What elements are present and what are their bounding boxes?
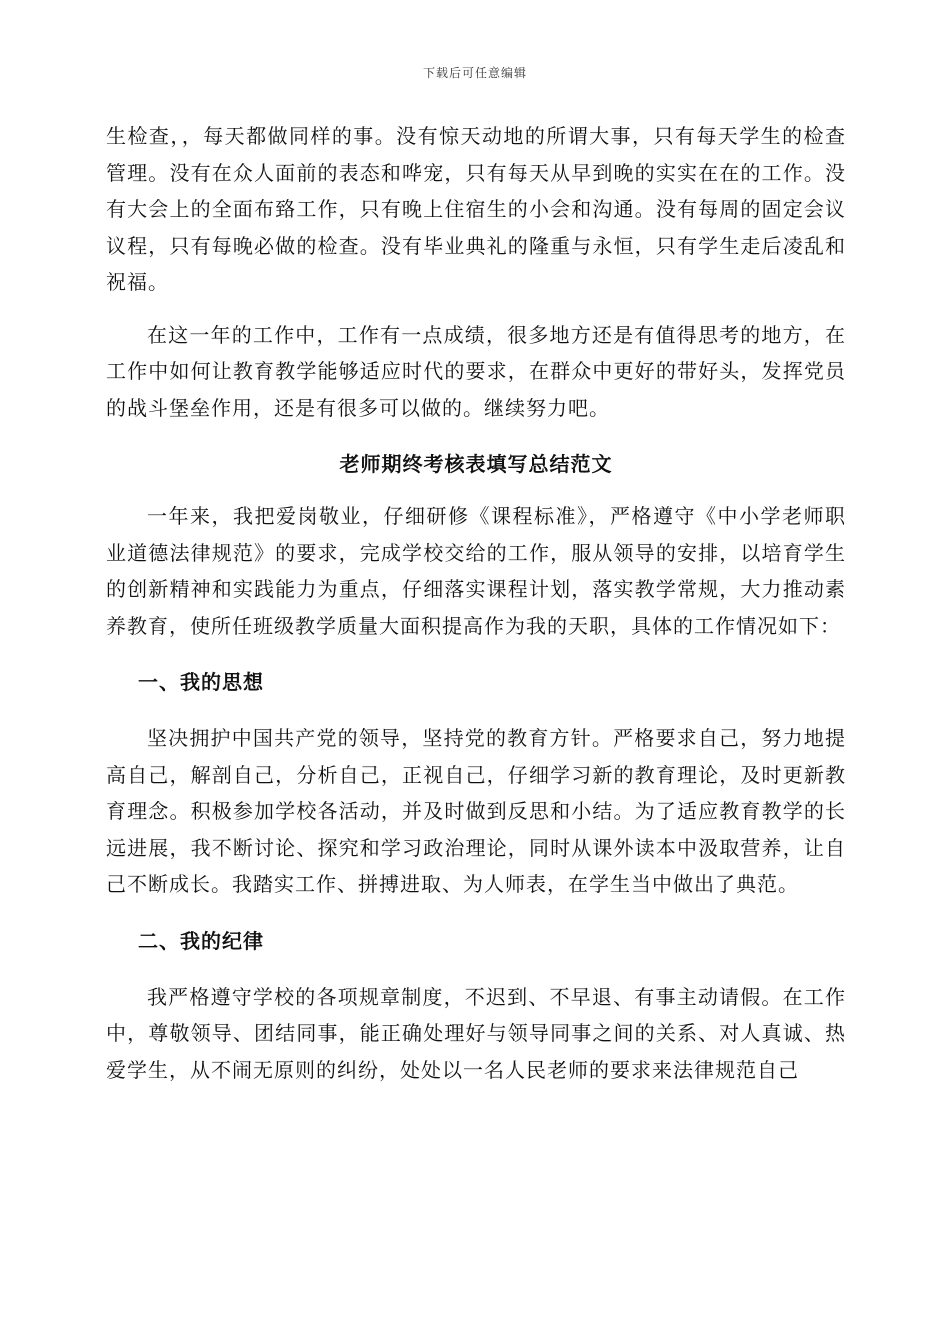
paragraph-reflection: 在这一年的工作中，工作有一点成绩，很多地方还是有值得思考的地方，在工作中如何让教育教学能够适应时代的要求，在群众中更好的带好头，发挥党员的战斗堡垒作用，还是有很多可以做的。继续努力吧。 [106, 322, 846, 420]
document-title: 老师期终考核表填写总结范文 [339, 452, 613, 476]
section-heading-thought: 一、我的思想 [138, 670, 264, 694]
document-body [106, 118, 846, 1088]
page-header-note: 下载后可任意编辑 [422, 66, 527, 80]
spacer [106, 482, 846, 498]
spacer [106, 700, 846, 720]
spacer [106, 644, 846, 664]
spacer [106, 903, 846, 923]
paragraph-thought: 坚决拥护中国共产党的领导，坚持党的教育方针。严格要求自己，努力地提高自己，解剖自己，分析自己，正视自己，仔细学习新的教育理论，及时更新教育理念。积极参加学校各活动，并及时做到反思和小结。为了适应教育教学的长远进展，我不断讨论、探究和学习政治理论，同时从课外读本中汲取营养，让自己不断成长。我踏实工作、拼搏进取、为人师表，在学生当中做出了典范。 [106, 726, 846, 896]
spacer [106, 426, 846, 446]
paragraph-intro: 一年来，我把爱岗敬业，仔细研修《课程标准》，严格遵守《中小学老师职业道德法律规范》的要求，完成学校交给的工作，服从领导的安排，以培育学生的创新精神和实践能力为重点，仔细落实课程计划，落实教学常规，大力推动素养教育，使所任班级教学质量大面积提高作为我的天职，具体的工作情况如下： [106, 504, 846, 638]
paragraph-continued: 生检查，，每天都做同样的事。没有惊天动地的所谓大事，只有每天学生的检查管理。没有在众人面前的表态和哗宠，只有每天从早到晚的实实在在的工作。没有大会上的全面布臵工作，只有晚上住宿生的小会和沟通。没有每周的固定会议议程，只有每晚必做的检查。没有毕业典礼的隆重与永恒，只有学生走后凌乱和祝福。 [106, 124, 846, 294]
paragraph-discipline: 我严格遵守学校的各项规章制度，不迟到、不早退、有事主动请假。在工作中，尊敬领导、团结同事，能正确处理好与领导同事之间的关系、对人真诚、热爱学生，从不闹无原则的纠纷，处处以一名人民老师的要求来法律规范自己 [106, 984, 846, 1082]
spacer [106, 301, 846, 317]
section-heading-discipline: 二、我的纪律 [138, 928, 264, 953]
spacer [106, 959, 846, 979]
